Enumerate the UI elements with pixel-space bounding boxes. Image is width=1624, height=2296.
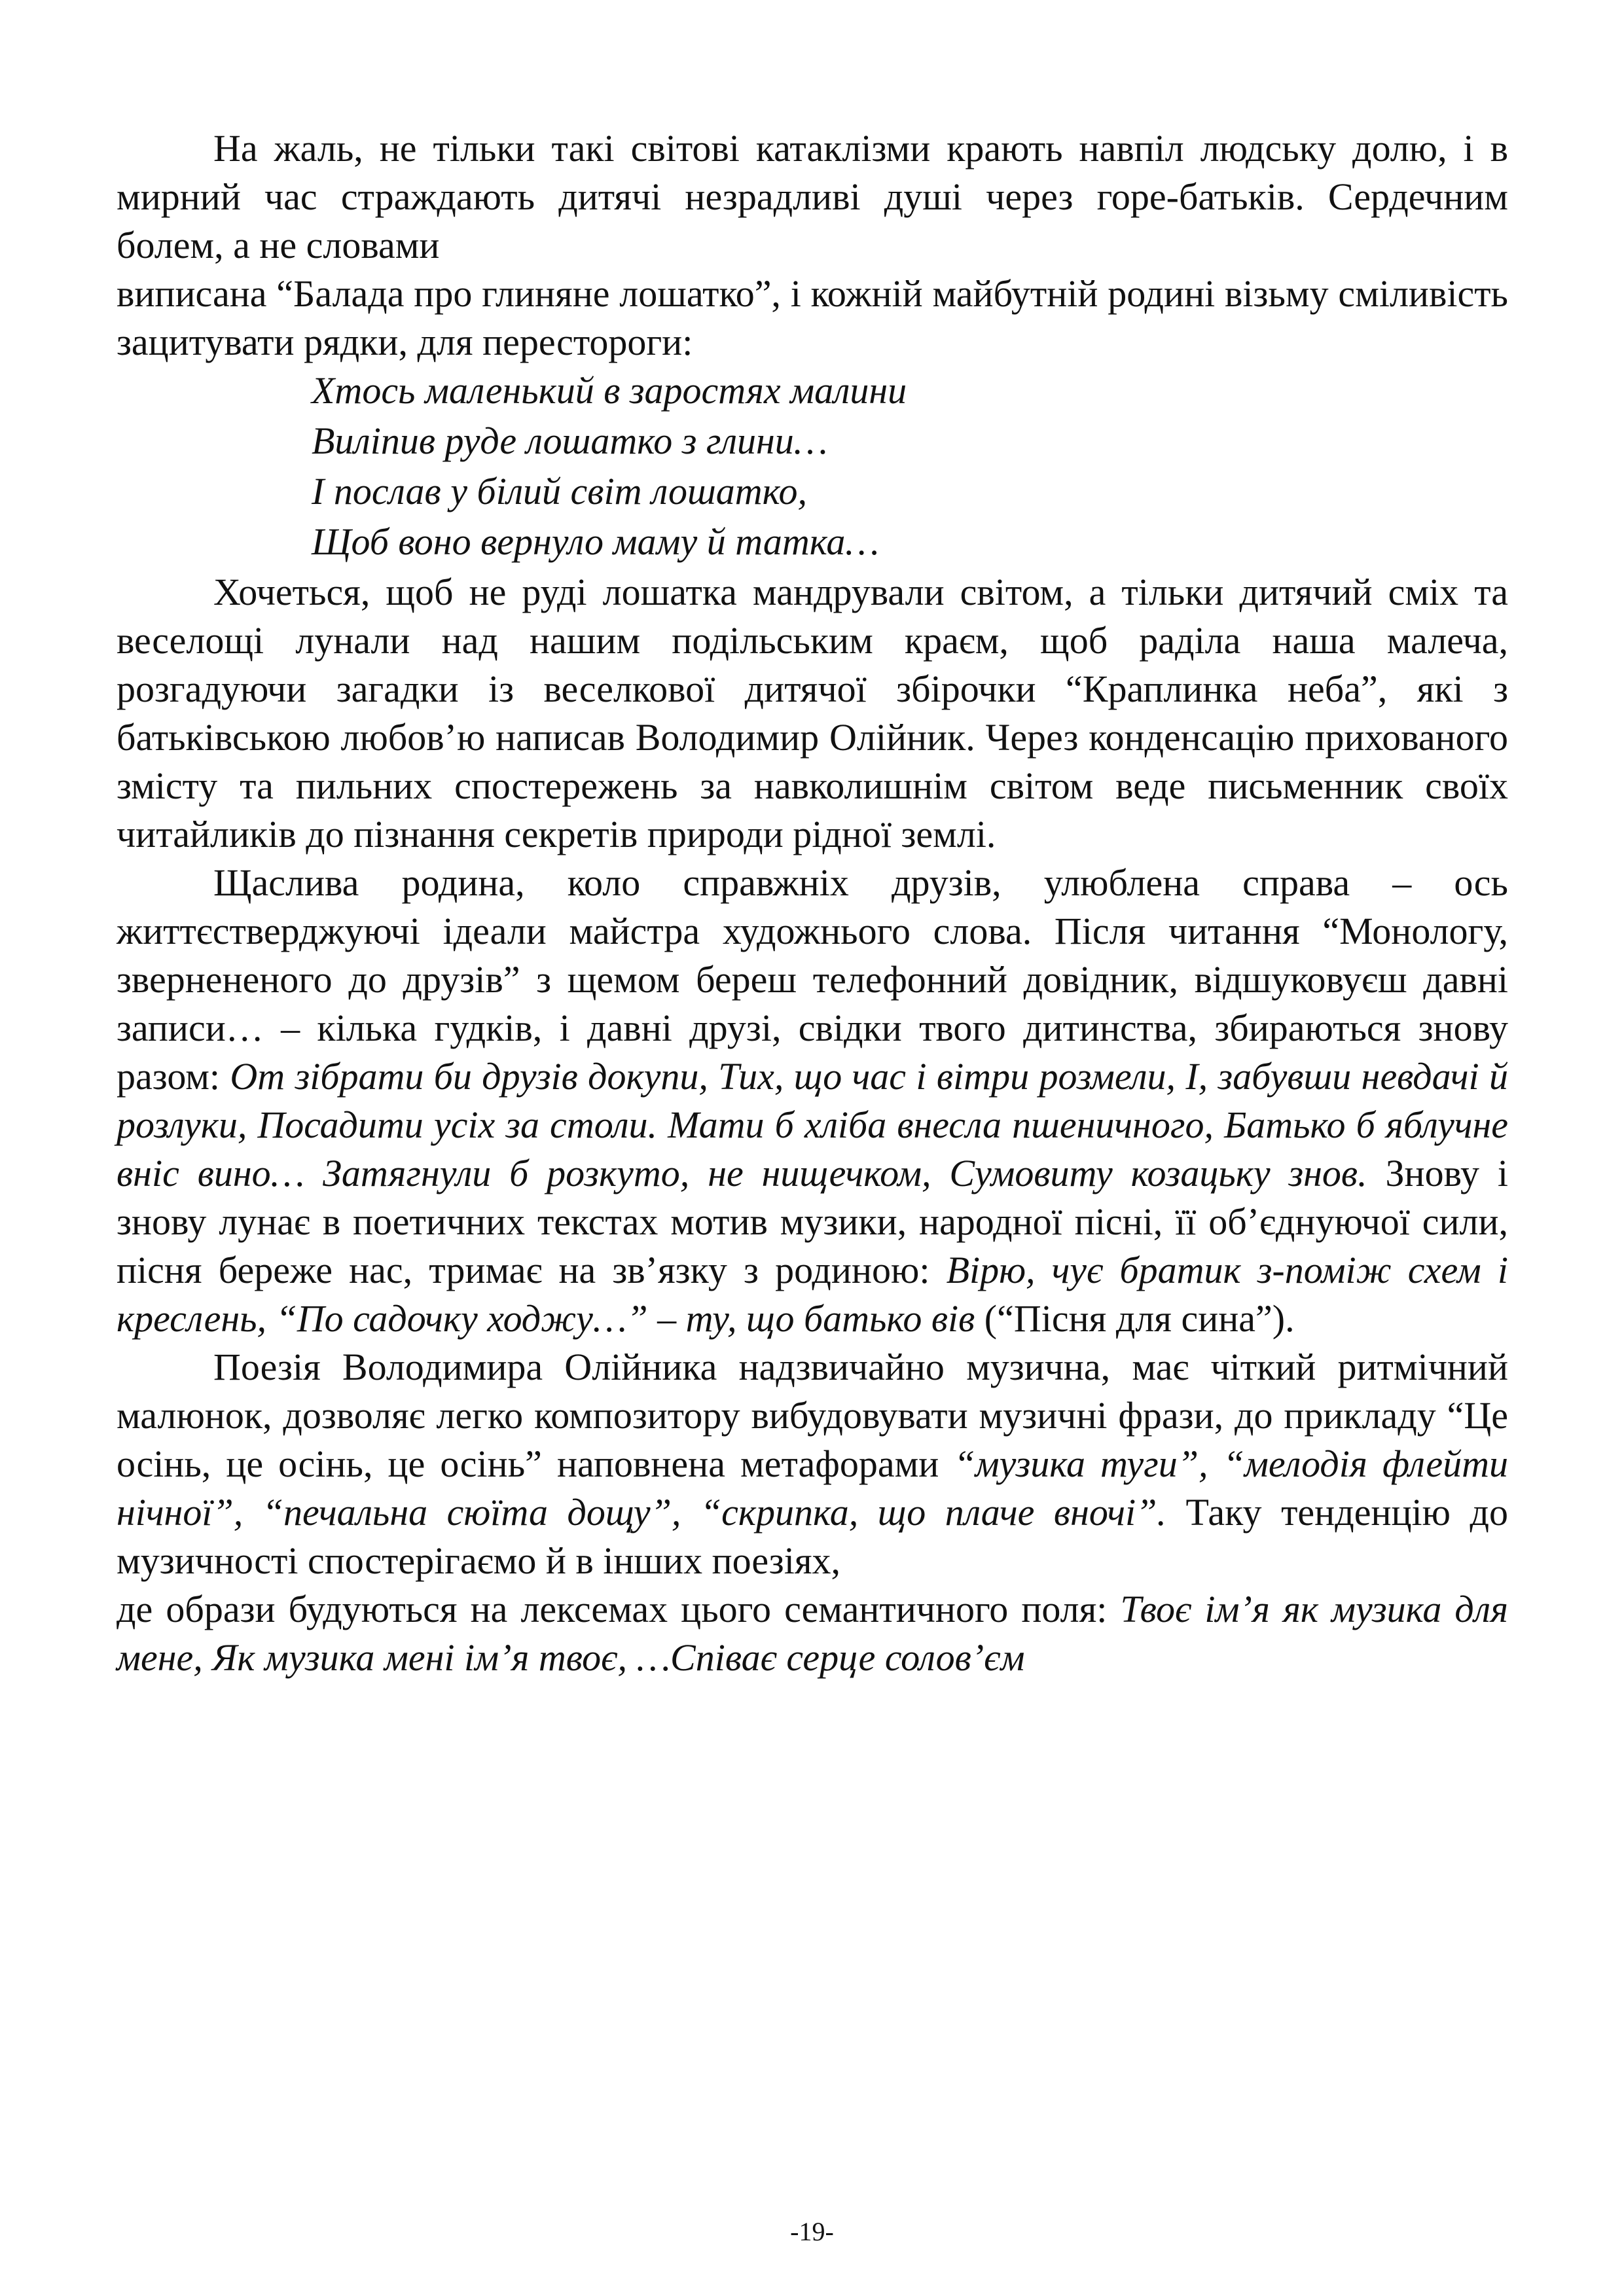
poem-line: Виліпив руде лошатко з глини… (312, 420, 828, 462)
paragraph-friends-middle: Знову і знову лунає в поетичних текстах мотив музики, народної пісні, її об’єднуючої сили, пісня береже нас, тримає на зв’язку з родиною: (117, 1152, 1508, 1291)
opening-line-1: На жаль, не тільки такі світові катаклізми крають навпіл людську долю, і в мирний час страждають дитячі незрадливі душі через горе-батьків. Сердечним болем, а не словами (117, 127, 1508, 266)
paragraph-music (117, 1343, 1508, 1585)
name-music-quote: Твоє ім’я як музика для мене, Як музика мені ім’я твоє, …Співає серце солов’єм (117, 1588, 1508, 1679)
paragraph-music-intro: Поезія Володимира Олійника надзвичайно музична, має чіткий ритмічний малюнок, дозволяє легко композитору вибудовувати музичні фрази, до прикладу “Це осінь, це осінь, це осінь” наповнена метафорами (117, 1346, 1508, 1485)
paragraph-rocking-horses: Хочеться, щоб не руді лошатка мандрували світом, а тільки дитячий сміх та веселощі лунали над нашим подільським краєм, щоб раділа наша малеча, розгадуючи загадки із веселкової дитячої збірочки “Краплинка неба”, які з батьківською любов’ю написав Володимир Олійник. Через конденсацію прихованого змісту та пильних спостережень за навколишнім світом веде письменник своїх читайликів до пізнання секретів природи рідної землі. (117, 571, 1508, 855)
opening-line-2: виписана “Балада про глиняне лошатко”, і кожній майбутній родині візьму сміливість зацитувати рядки, для перестороги: (117, 272, 1508, 363)
friends-poem-quote: От зібрати би друзів докупи, Тих, що час і вітри розмели, І, забувши невдачі й розлуки, Посадити усіх за столи. Мати б хліба внесла пшеничного, Батько б яблучне вніс вино… Затягнули б розкуто, не нищечком, Сумовиту козацьку знов. (117, 1055, 1508, 1194)
paragraph-semantic-intro: де образи будуються на лексемах цього семантичного поля: (117, 1588, 1121, 1630)
opening-paragraph (117, 124, 1508, 367)
poem-line: Щоб воно вернуло маму й татка… (312, 520, 879, 563)
paragraph-friends-end: (“Пісня для сина”). (975, 1297, 1295, 1340)
son-song-quote: Вірю, чує братик з-поміж схем і креслень, “По садочку ходжу…” – ту, що батько вів (117, 1249, 1508, 1340)
paragraph-music-end: Таку тенденцію до музичності спостерігаємо й в інших поезіях, (117, 1491, 1509, 1582)
paragraph-friends-intro: Щаслива родина, коло справжніх друзів, улюблена справа – ось життєстверджуючі ідеали майстра художнього слова. Після читання “Монологу, звернененого до друзів” з щемом береш телефонний довідник, відшуковуєш давні записи… – кілька гудків, і давні друзі, свідки твого дитинства, збираються знову разом: (117, 861, 1508, 1098)
poem-line: Хтось маленький в заростях малини (312, 369, 907, 412)
paragraph-semantic-field (117, 1585, 1508, 1682)
body-text (117, 568, 1508, 1682)
poem-quote (312, 365, 907, 567)
poem-line: І послав у білий світ лошатко, (312, 470, 808, 512)
metaphors-quote: “музика туги”, “мелодія флейти нічної”, “печальна сюїта дощу”, “скрипка, що плаче вночі”. (117, 1443, 1508, 1534)
paragraph-friends (117, 859, 1508, 1343)
page-number: -19- (790, 2217, 834, 2246)
